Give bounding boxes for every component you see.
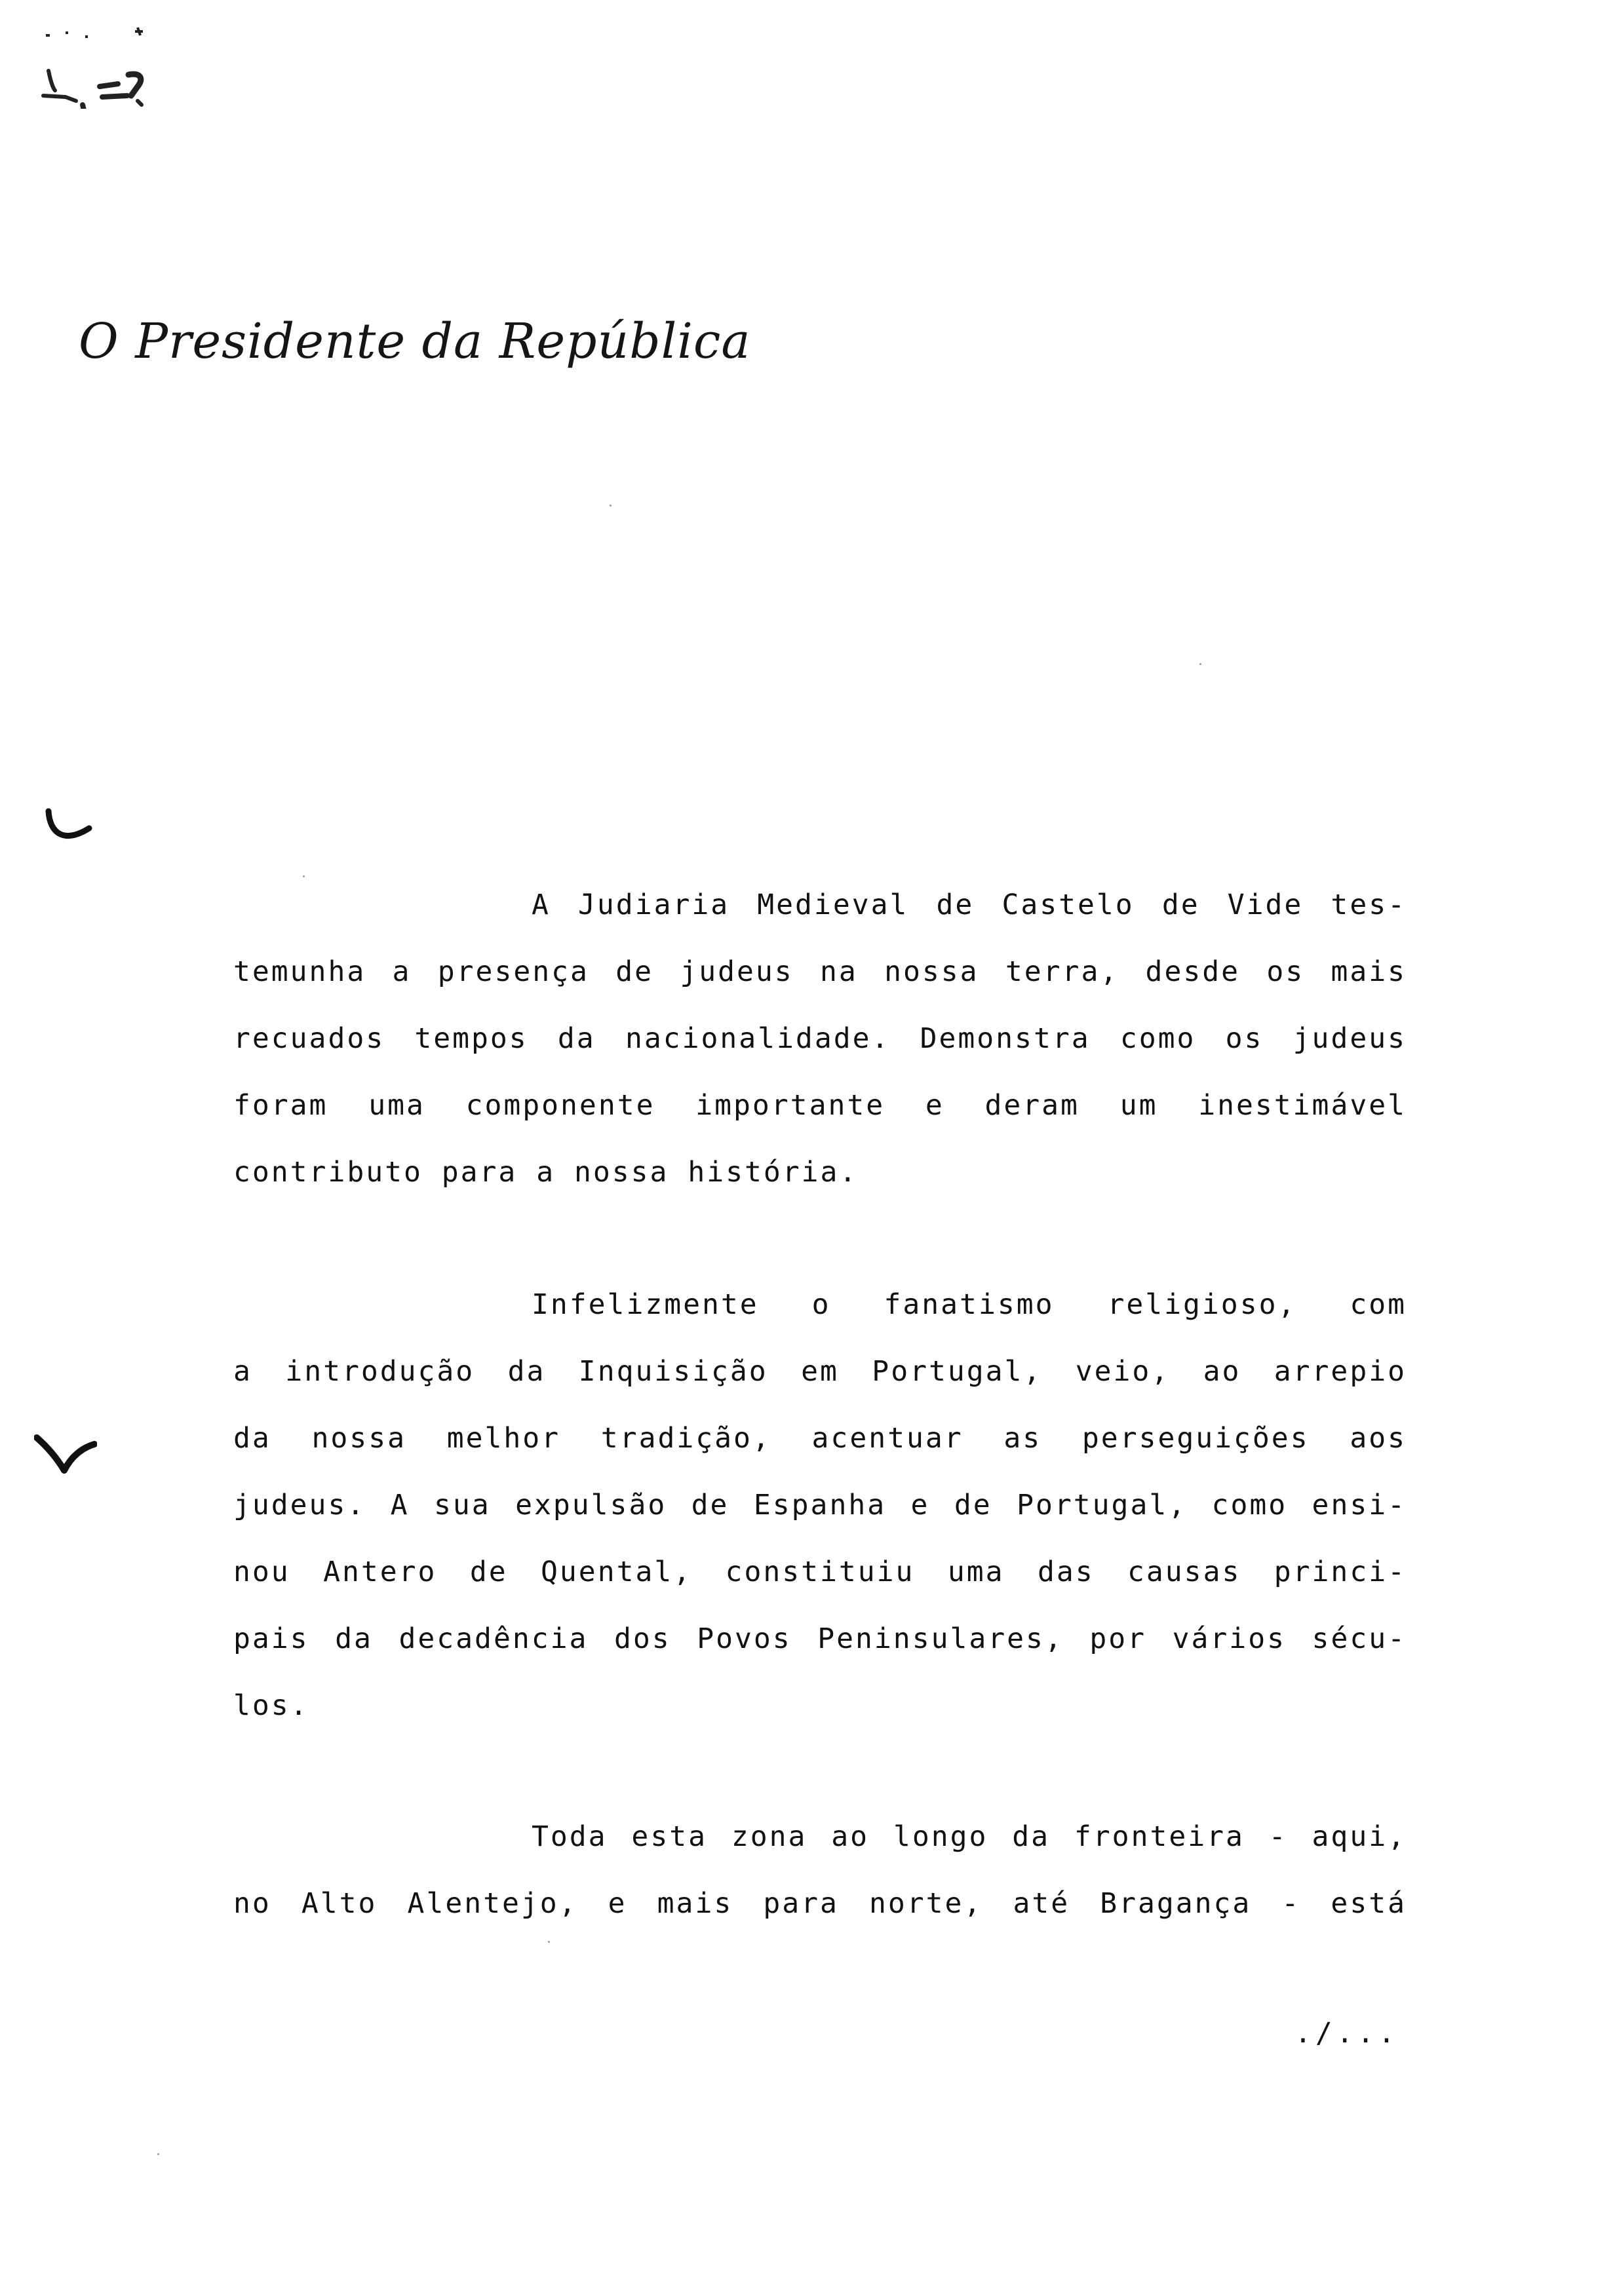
continuation-mark: ./... <box>1294 2017 1399 2050</box>
margin-punch-mark-bottom <box>34 1434 97 1477</box>
paragraph-1 <box>233 871 1407 1206</box>
paragraph-line: da nossa melhor tradição, acentuar as perseguições aos <box>233 1422 1407 1455</box>
paragraph-line: no Alto Alentejo, e mais para norte, até Bragança - está <box>233 1887 1407 1920</box>
handwritten-corner-mark <box>39 24 157 109</box>
margin-punch-mark-top <box>43 805 96 851</box>
paragraph-line: A Judiaria Medieval de Castelo de Vide tes- <box>532 889 1407 921</box>
paragraph-line: temunha a presença de judeus na nossa terra, desde os mais <box>233 955 1407 988</box>
paragraph-line: foram uma componente importante e deram um inestimável <box>233 1089 1407 1122</box>
paragraph-line: Toda esta zona ao longo da fronteira - aqui, <box>532 1820 1407 1853</box>
paragraph-line: a introdução da Inquisição em Portugal, veio, ao arrepio <box>233 1355 1407 1388</box>
paragraph-line: judeus. A sua expulsão de Espanha e de Portugal, como ensi- <box>233 1489 1407 1521</box>
paragraph-2 <box>233 1271 1407 1739</box>
paragraph-line: pais da decadência dos Povos Peninsulares, por vários sécu- <box>233 1622 1407 1655</box>
paragraph-3 <box>233 1803 1407 1937</box>
paragraph-line: nou Antero de Quental, constituiu uma das causas princi- <box>233 1556 1407 1588</box>
paragraph-line: recuados tempos da nacionalidade. Demonstra como os judeus <box>233 1022 1407 1055</box>
paragraph-line: los. <box>233 1689 309 1722</box>
paragraph-line: Infelizmente o fanatismo religioso, com <box>532 1288 1407 1321</box>
scan-speck <box>303 875 305 877</box>
letterhead-title: O Presidente da República <box>79 313 751 370</box>
scan-speck <box>610 505 612 507</box>
scan-speck <box>548 1941 550 1943</box>
scan-speck <box>157 2153 159 2155</box>
paragraph-line: contributo para a nossa história. <box>233 1156 859 1189</box>
scan-speck <box>1199 663 1201 665</box>
